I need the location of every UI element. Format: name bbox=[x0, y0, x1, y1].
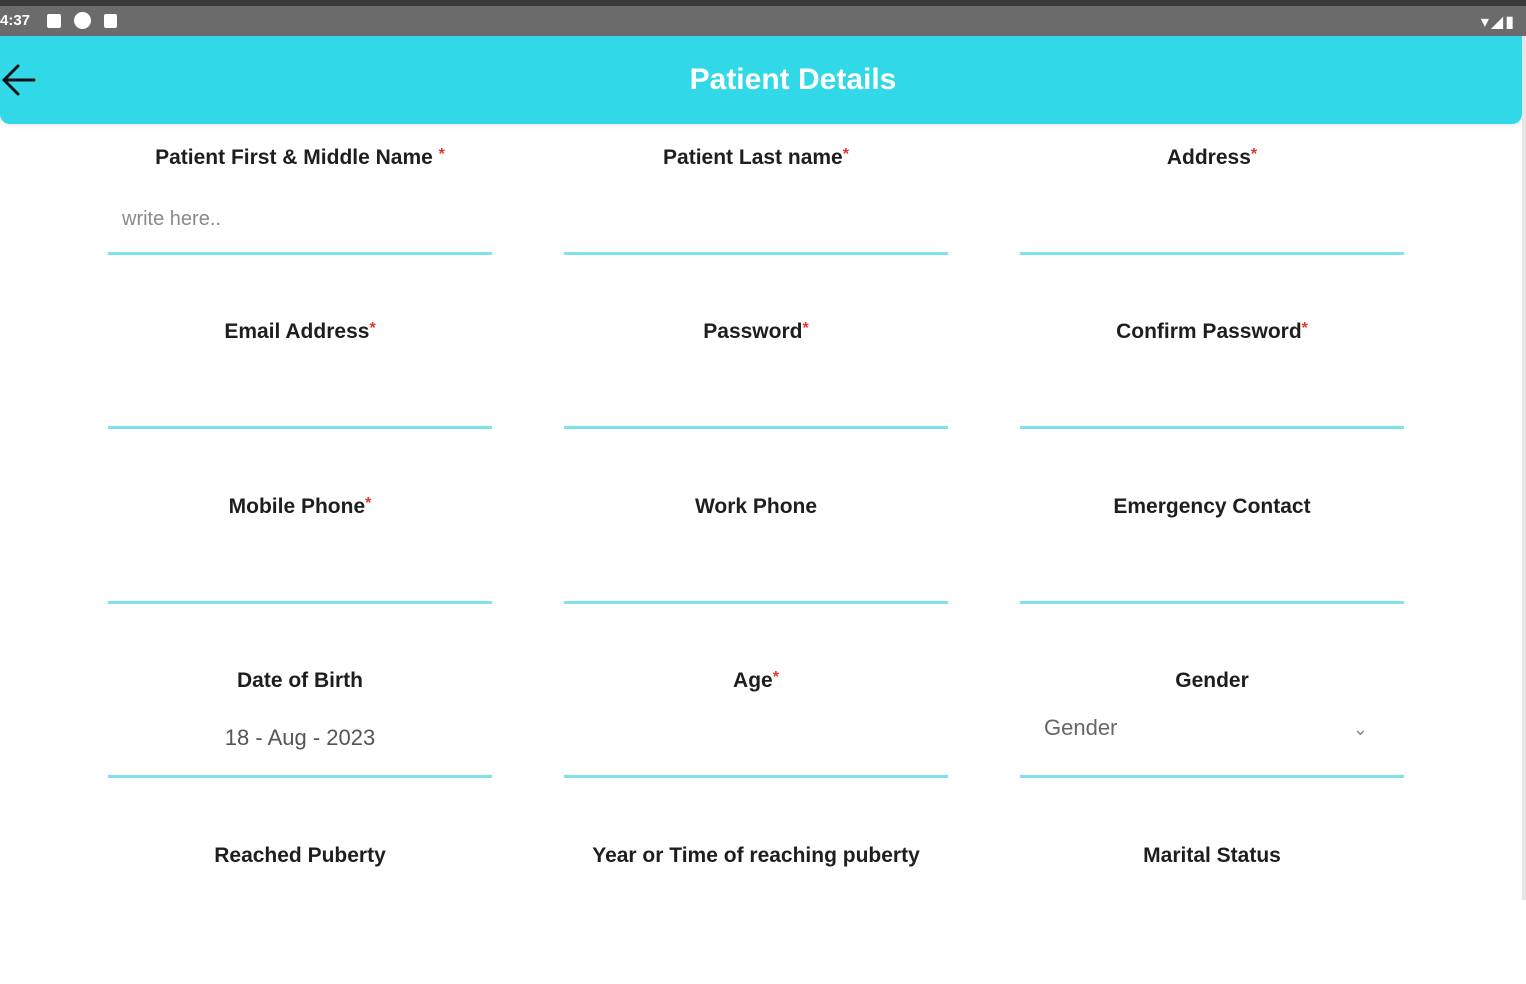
required-mark: * bbox=[438, 146, 445, 163]
email-input[interactable] bbox=[120, 375, 480, 411]
last-name-underline bbox=[564, 252, 948, 255]
required-mark: * bbox=[1250, 146, 1258, 163]
work-phone-label: Work Phone bbox=[694, 495, 818, 518]
age-label: Age* bbox=[733, 669, 779, 692]
emergency-contact-input[interactable] bbox=[1032, 550, 1392, 586]
address-field bbox=[1020, 146, 1404, 286]
work-phone-input[interactable] bbox=[576, 550, 936, 586]
app-notification-icon bbox=[74, 12, 91, 29]
page-title: Patient Details bbox=[689, 63, 897, 96]
password-label: Password* bbox=[703, 320, 809, 343]
first-name-field bbox=[108, 146, 492, 286]
last-name-label: Patient Last name* bbox=[663, 146, 849, 169]
confirm-password-input[interactable] bbox=[1032, 375, 1392, 411]
first-name-input[interactable] bbox=[120, 201, 480, 237]
date-of-birth-underline bbox=[108, 775, 492, 778]
confirm-password-field bbox=[1020, 320, 1404, 460]
required-mark: * bbox=[802, 320, 809, 337]
age-field bbox=[564, 669, 948, 809]
reached-puberty-field[interactable] bbox=[108, 844, 492, 984]
mobile-phone-field bbox=[108, 495, 492, 635]
emergency-contact-label: Emergency Contact bbox=[1113, 495, 1311, 518]
chevron-down-icon[interactable]: ⌄ bbox=[1352, 719, 1368, 739]
required-mark: * bbox=[772, 669, 779, 686]
gender-underline bbox=[1020, 775, 1404, 778]
puberty-time-label: Year or Time of reaching puberty bbox=[592, 844, 920, 867]
notification-icon bbox=[47, 14, 61, 28]
required-mark: * bbox=[1301, 320, 1308, 337]
emergency-contact-underline bbox=[1020, 601, 1404, 604]
confirm-password-underline bbox=[1020, 426, 1404, 429]
date-of-birth-field[interactable] bbox=[108, 669, 492, 809]
age-underline bbox=[564, 775, 948, 778]
reached-puberty-label: Reached Puberty bbox=[214, 844, 386, 867]
window-edge bbox=[1522, 36, 1526, 900]
last-name-field bbox=[564, 146, 948, 286]
status-bar bbox=[0, 0, 1526, 36]
first-name-label: Patient First & Middle Name * bbox=[155, 146, 445, 169]
gender-field[interactable] bbox=[1020, 669, 1404, 809]
date-of-birth-value[interactable]: 18 - Aug - 2023 bbox=[224, 725, 376, 750]
password-input[interactable] bbox=[576, 375, 936, 411]
email-label: Email Address* bbox=[224, 320, 376, 343]
wifi-signal-battery-icon: ▾◢▮ bbox=[1480, 14, 1516, 31]
sd-card-icon bbox=[104, 14, 117, 28]
work-phone-field bbox=[564, 495, 948, 635]
first-name-underline bbox=[108, 252, 492, 255]
email-field bbox=[108, 320, 492, 460]
mobile-phone-underline bbox=[108, 601, 492, 604]
mobile-phone-input[interactable] bbox=[120, 550, 480, 586]
gender-select[interactable]: Gender bbox=[1044, 715, 1118, 740]
address-input[interactable] bbox=[1032, 201, 1392, 237]
password-underline bbox=[564, 426, 948, 429]
date-of-birth-label: Date of Birth bbox=[237, 669, 363, 692]
puberty-time-field bbox=[564, 844, 948, 984]
required-mark: * bbox=[365, 495, 372, 512]
age-input[interactable] bbox=[576, 724, 936, 760]
marital-status-label: Marital Status bbox=[1143, 844, 1281, 867]
work-phone-underline bbox=[564, 601, 948, 604]
last-name-input[interactable] bbox=[576, 201, 936, 237]
mobile-phone-label: Mobile Phone* bbox=[228, 495, 372, 518]
address-underline bbox=[1020, 252, 1404, 255]
required-mark: * bbox=[369, 320, 376, 337]
app-bar bbox=[0, 36, 1522, 124]
email-underline bbox=[108, 426, 492, 429]
emergency-contact-field bbox=[1020, 495, 1404, 635]
status-time: 4:37 bbox=[0, 12, 31, 29]
password-field bbox=[564, 320, 948, 460]
gender-label: Gender bbox=[1175, 669, 1249, 692]
required-mark: * bbox=[842, 146, 849, 163]
address-label: Address* bbox=[1166, 146, 1258, 169]
confirm-password-label: Confirm Password* bbox=[1116, 320, 1308, 343]
marital-status-field[interactable] bbox=[1020, 844, 1404, 984]
